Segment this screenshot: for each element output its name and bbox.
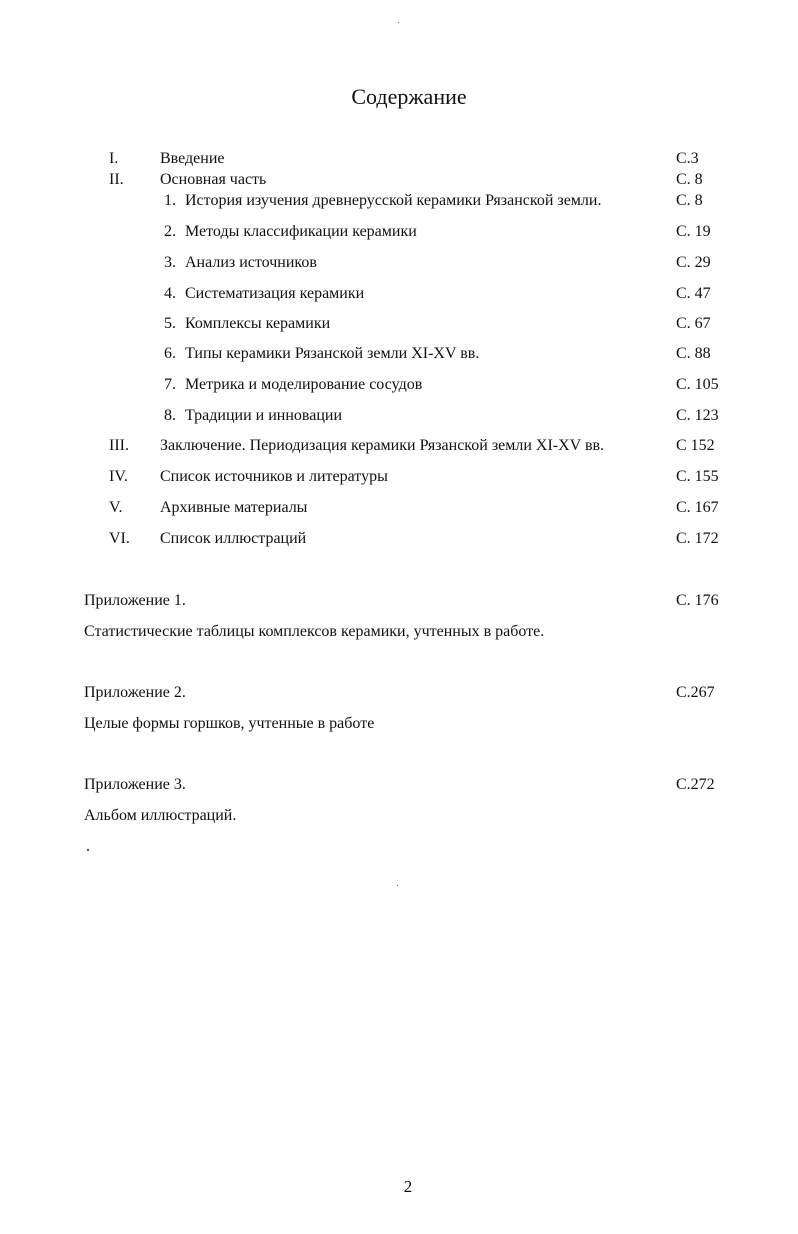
toc-subsection-num: 5. bbox=[164, 315, 176, 332]
toc-section-page: С. 172 bbox=[676, 530, 719, 547]
toc-subsection-num: 4. bbox=[164, 285, 176, 302]
page-number: 2 bbox=[403, 1177, 413, 1196]
toc-subsection-page: С. 8 bbox=[676, 192, 703, 209]
toc-section-page: С. 155 bbox=[676, 468, 719, 485]
stray-mark: . bbox=[86, 838, 90, 855]
toc-subsection-num: 2. bbox=[164, 223, 176, 240]
toc-subsection-num: 8. bbox=[164, 407, 176, 424]
appendix-title: Приложение 2. bbox=[84, 684, 186, 701]
toc-section-page: С 152 bbox=[676, 437, 715, 454]
toc-subsection-label: Типы керамики Рязанской земли XI-XV вв. bbox=[185, 345, 480, 362]
scan-speck bbox=[398, 22, 399, 23]
appendix-page: С.272 bbox=[676, 776, 715, 793]
toc-subsection-label: Систематизация керамики bbox=[185, 285, 365, 302]
toc-subsection-page: С. 105 bbox=[676, 376, 719, 393]
toc-subsection-num: 7. bbox=[164, 376, 176, 393]
toc-subsection-page: С. 88 bbox=[676, 345, 711, 362]
toc-section-label: Введение bbox=[160, 150, 225, 167]
appendix-title: Приложение 1. bbox=[84, 592, 186, 609]
appendix-description: Целые формы горшков, учтенные в работе bbox=[84, 715, 375, 732]
toc-subsection-page: С. 67 bbox=[676, 315, 711, 332]
toc-section-page: С. 167 bbox=[676, 499, 719, 516]
scan-speck bbox=[397, 885, 398, 886]
toc-subsection-num: 3. bbox=[164, 254, 176, 271]
appendix-page: С. 176 bbox=[676, 592, 719, 609]
toc-subsection-num: 1. bbox=[164, 192, 176, 209]
toc-section-roman: III. bbox=[109, 437, 129, 454]
toc-subsection-page: С. 123 bbox=[676, 407, 719, 424]
appendix-description: Статистические таблицы комплексов керамики, учтенных в работе. bbox=[84, 623, 545, 640]
toc-subsection-page: С. 47 bbox=[676, 285, 711, 302]
toc-section-label: Заключение. Периодизация керамики Рязанской земли XI-XV вв. bbox=[160, 437, 605, 454]
page-title: Содержание bbox=[351, 84, 467, 109]
toc-section-page: С.3 bbox=[676, 150, 699, 167]
toc-subsection-label: История изучения древнерусской керамики Рязанской земли. bbox=[185, 192, 602, 209]
toc-subsection-label: Метрика и моделирование сосудов bbox=[185, 376, 423, 393]
toc-section-label: Архивные материалы bbox=[160, 499, 308, 516]
toc-subsection-label: Анализ источников bbox=[185, 254, 317, 271]
appendix-title: Приложение 3. bbox=[84, 776, 186, 793]
toc-section-page: С. 8 bbox=[676, 171, 703, 188]
toc-section-label: Список источников и литературы bbox=[160, 468, 388, 485]
toc-subsection-num: 6. bbox=[164, 345, 176, 362]
toc-subsection-label: Методы классификации керамики bbox=[185, 223, 417, 240]
toc-section-roman: IV. bbox=[109, 468, 128, 485]
toc-subsection-page: С. 29 bbox=[676, 254, 711, 271]
appendix-page: С.267 bbox=[676, 684, 715, 701]
toc-section-roman: V. bbox=[109, 499, 123, 516]
toc-subsection-label: Комплексы керамики bbox=[185, 315, 331, 332]
toc-subsection-page: С. 19 bbox=[676, 223, 711, 240]
appendix-description: Альбом иллюстраций. bbox=[84, 807, 237, 824]
toc-subsection-label: Традиции и инновации bbox=[185, 407, 343, 424]
toc-section-roman: I. bbox=[109, 150, 119, 167]
toc-section-roman: II. bbox=[109, 171, 124, 188]
toc-section-label: Основная часть bbox=[160, 171, 267, 188]
toc-section-label: Список иллюстраций bbox=[160, 530, 307, 547]
toc-section-roman: VI. bbox=[109, 530, 130, 547]
